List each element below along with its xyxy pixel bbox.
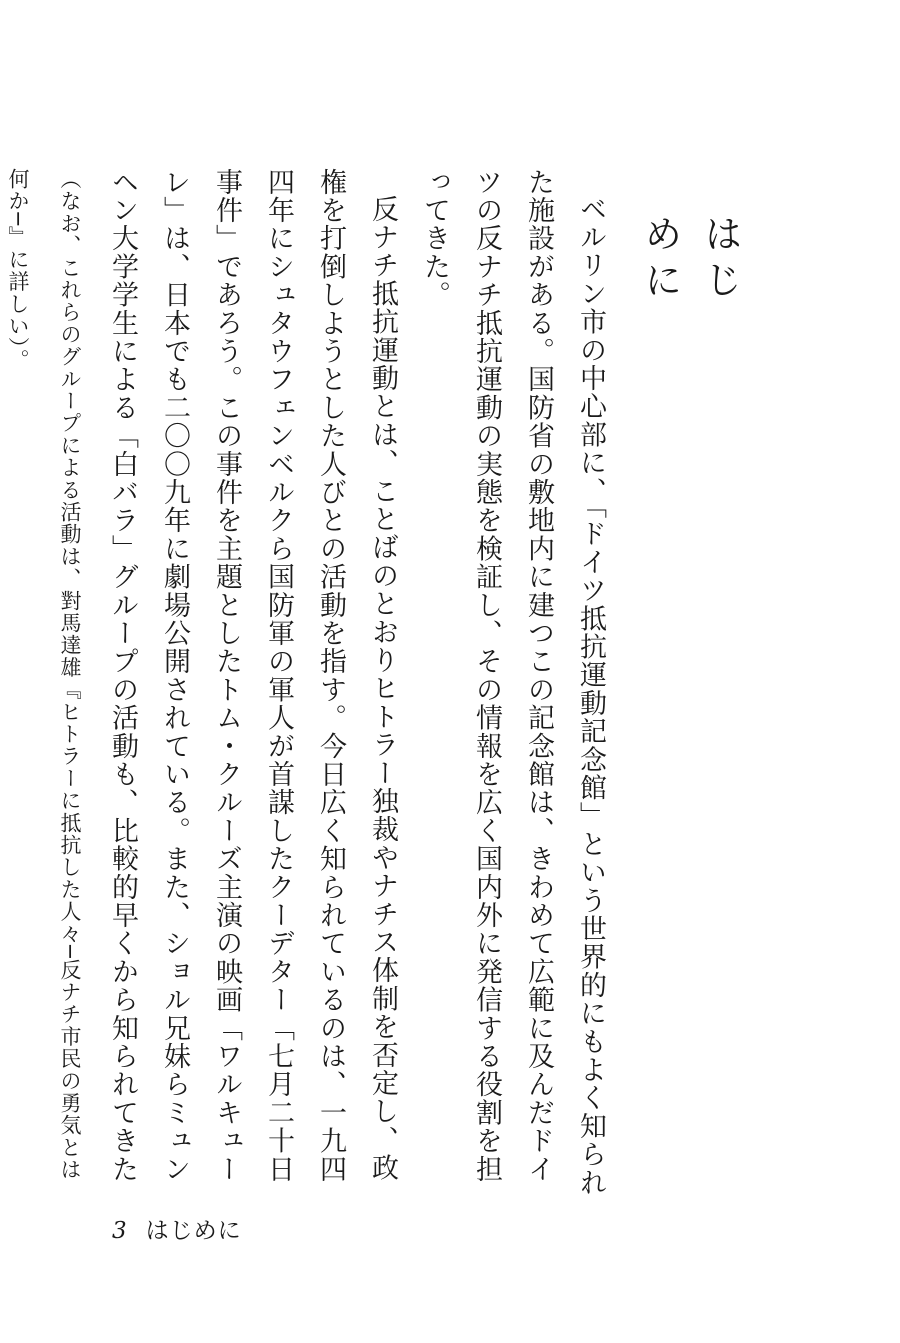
running-title: はじめに [145, 1218, 242, 1244]
paragraph-2-citation-note: （なお、これらのグループによる活動は、對馬達雄『ヒトラーに抵抗した人々─反ナチ市民の勇気とは何か─』に詳しい）。 [6, 168, 82, 1181]
page-footer [112, 1212, 242, 1245]
page-number: 3 [112, 1218, 128, 1244]
paragraph-2 [0, 168, 408, 1198]
paragraph-1: ベルリン市の中心部に、「ドイツ抵抗運動記念館」という世界的にもよく知られた施設がある。国防省の敷地内に建つこの記念館は、きわめて広範に及んだドイツの反ナチ抵抗運動の実態を検証し、その情報を広く国内外に発信する役割を担ってきた。 [419, 168, 606, 1197]
body-text [6, 168, 616, 1198]
paragraph-2-main: 反ナチ抵抗運動とは、ことばのとおりヒトラー独裁やナチス体制を否定し、政権を打倒しようとした人びとの活動を指す。今日広く知られているのは、一九四四年にシュタウフェンベルクら国防軍の軍人が首謀したクーデター「七月二十日事件」であろう。この事件を主題としたトム・クルーズ主演の映画「ワルキューレ」は、日本でも二〇〇九年に劇場公開されている。また、ショル兄妹らミュンヘン大学学生による「白バラ」グループの活動も、比較的早くから知られてきた [107, 168, 398, 1184]
chapter-title: はじめに [638, 214, 742, 306]
